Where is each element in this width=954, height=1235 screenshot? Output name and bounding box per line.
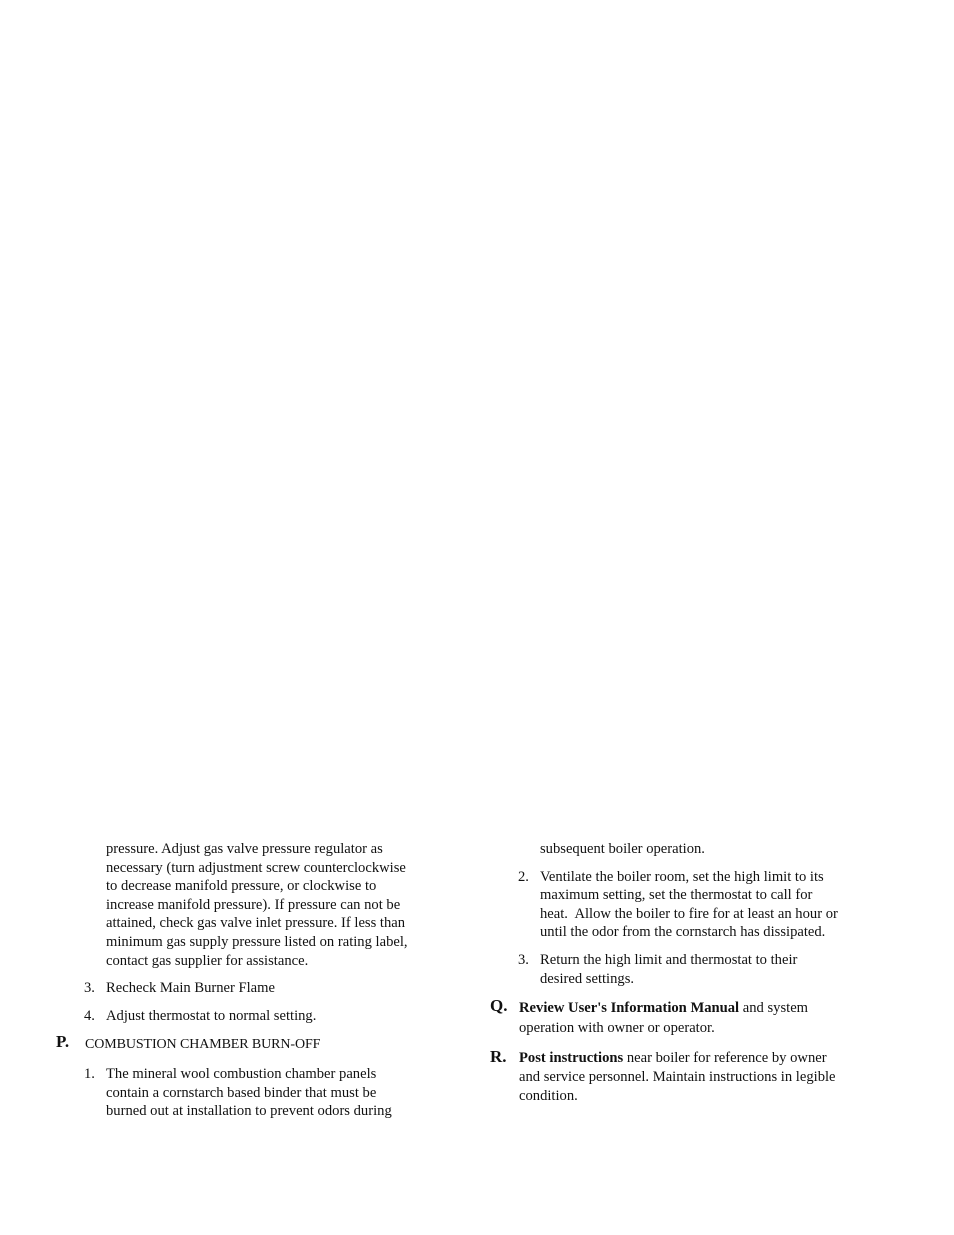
section-bold-text: Review User's Information Manual bbox=[519, 1000, 740, 1017]
text-line: Ventilate the boiler room, set the high limit to its bbox=[540, 868, 824, 885]
item-number: 2. bbox=[518, 868, 529, 885]
text-line: necessary (turn adjustment screw counterclockwise bbox=[106, 859, 406, 876]
pressure-adjust-continuation bbox=[56, 840, 448, 970]
text-line: condition. bbox=[519, 1088, 578, 1105]
text-line: maximum setting, set the thermostat to call for bbox=[540, 887, 813, 904]
section-r bbox=[490, 1049, 882, 1106]
text-line: The mineral wool combustion chamber panels bbox=[106, 1065, 377, 1082]
item-text: Recheck Main Burner Flame bbox=[106, 980, 275, 997]
text-line: contact gas supplier for assistance. bbox=[106, 952, 309, 969]
section-title: COMBUSTION CHAMBER BURN-OFF bbox=[85, 1037, 321, 1053]
text-line: increase manifold pressure). If pressure can not be bbox=[106, 896, 401, 913]
text-line: contain a cornstarch based binder that must be bbox=[106, 1084, 377, 1101]
list-item-ventilate bbox=[490, 868, 882, 942]
right-column bbox=[490, 840, 882, 1106]
burnoff-continuation bbox=[490, 840, 882, 859]
text-line: attained, check gas valve inlet pressure. If less than bbox=[106, 915, 406, 932]
text-line: burned out at installation to prevent odors during bbox=[106, 1103, 392, 1120]
text-line: heat. Allow the boiler to fire for at least an hour or bbox=[540, 905, 838, 922]
item-text: Adjust thermostat to normal setting. bbox=[106, 1007, 317, 1024]
section-letter: R. bbox=[490, 1047, 507, 1067]
text-line: until the odor from the cornstarch has dissipated. bbox=[540, 924, 826, 941]
text-line: minimum gas supply pressure listed on rating label, bbox=[106, 933, 408, 950]
text-line: Return the high limit and thermostat to their bbox=[540, 951, 798, 968]
list-item-adjust-thermostat bbox=[56, 1007, 448, 1026]
list-item-recheck-flame bbox=[56, 979, 448, 998]
text-line: and service personnel. Maintain instructions in legible bbox=[519, 1069, 836, 1086]
section-text: near boiler for reference by owner bbox=[623, 1050, 827, 1067]
text-line: operation with owner or operator. bbox=[519, 1020, 715, 1037]
text-line: subsequent boiler operation. bbox=[540, 841, 705, 857]
item-number: 4. bbox=[84, 1007, 95, 1024]
left-column bbox=[56, 840, 448, 1121]
text-line: to decrease manifold pressure, or clockwise to bbox=[106, 878, 377, 895]
section-q bbox=[490, 998, 882, 1038]
text-line: desired settings. bbox=[540, 970, 635, 987]
text-line: pressure. Adjust gas valve pressure regulator as bbox=[106, 841, 383, 857]
item-number: 3. bbox=[518, 951, 529, 968]
section-text: and system bbox=[739, 1000, 809, 1017]
list-item-mineral-wool bbox=[56, 1065, 448, 1121]
item-number: 3. bbox=[84, 980, 95, 997]
item-number: 1. bbox=[84, 1065, 95, 1082]
section-letter: P. bbox=[56, 1032, 70, 1052]
list-item-return-settings bbox=[490, 951, 882, 988]
section-p bbox=[56, 1032, 448, 1055]
section-letter: Q. bbox=[490, 996, 508, 1016]
section-bold-text: Post instructions bbox=[519, 1050, 624, 1067]
